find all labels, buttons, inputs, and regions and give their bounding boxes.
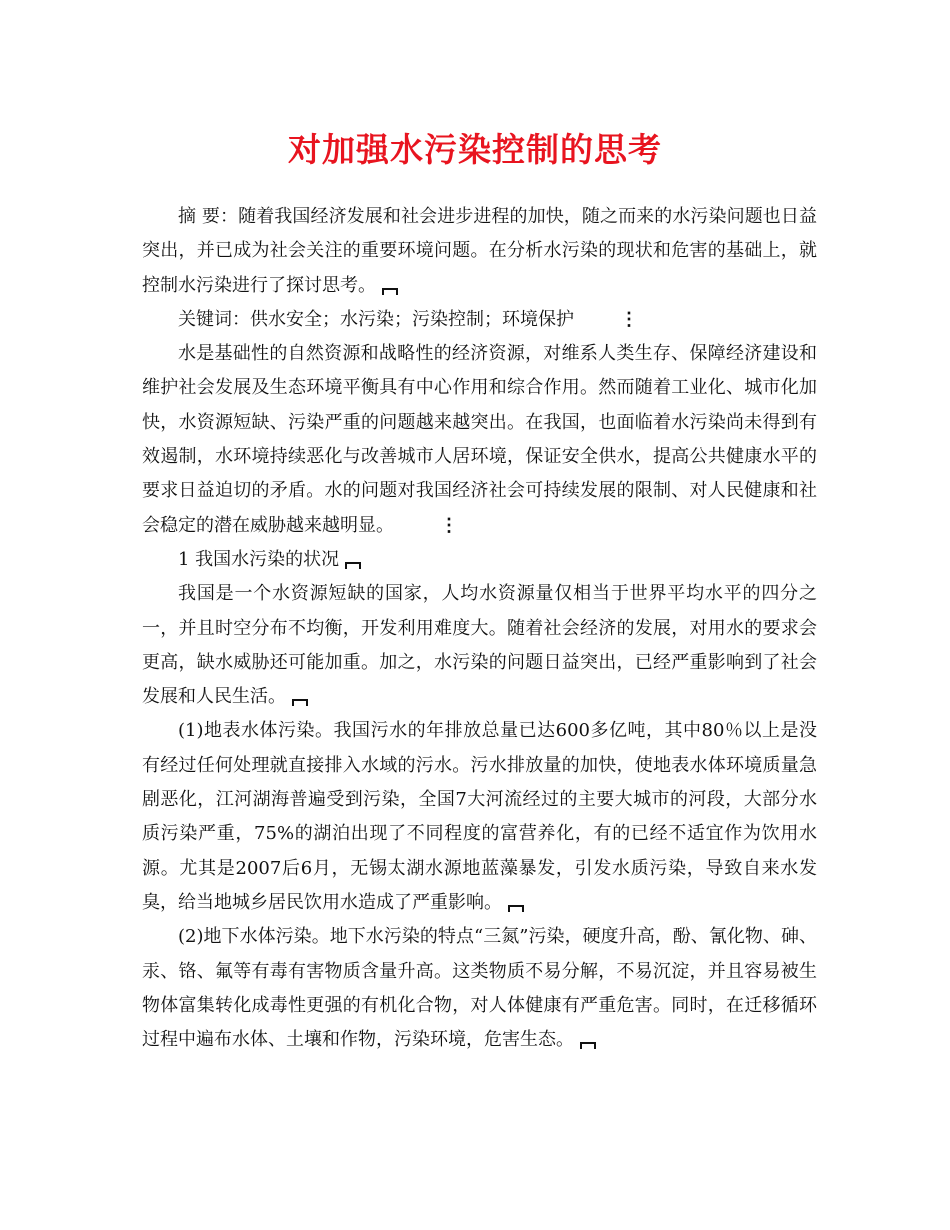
dotted-end-mark: ⋮: [440, 514, 458, 536]
keywords-paragraph: [142, 303, 817, 337]
section-heading-text: 1 我国水污染的状况: [178, 548, 340, 570]
dotted-end-mark: ⋮: [620, 308, 638, 330]
section-text: 我国是一个水资源短缺的国家，人均水资源量仅相当于世界平均水平的四分之一，并且时空分布不均衡，开发利用难度大。随着社会经济的发展，对用水的要求会更高，缺水威胁还可能加重。加之，水污染的问题日益突出，已经严重影响到了社会发展和人民生活。: [142, 583, 817, 708]
intro-paragraph: [142, 337, 817, 543]
surface-water-paragraph: [142, 714, 817, 920]
abstract-text: 摘 要：随着我国经济发展和社会进步进程的加快，随之而来的水污染问题也日益突出，并已成为社会关注的重要环境问题。在分析水污染的现状和危害的基础上，就控制水污染进行了探讨思考。: [142, 206, 817, 296]
keywords-text: 关键词：供水安全；水污染；污染控制；环境保护: [178, 308, 574, 330]
document-title: 对加强水污染控制的思考: [288, 130, 662, 169]
section-paragraph: [142, 577, 817, 714]
paragraph-end-mark: [580, 1042, 596, 1049]
paragraph-end-mark: [382, 288, 398, 295]
groundwater-text: (2)地下水体污染。地下水污染的特点“三氮”污染，硬度升高，酚、氰化物、砷、汞、铬、氟等有毒有害物质含量升高。这类物质不易分解，不易沉淀，并且容易被生物体富集转化成毒性更强的有机化合物，对人体健康有严重危害。同时，在迁移循环过程中遍布水体、土壤和作物，污染环境，危害生态。: [142, 926, 817, 1051]
intro-text: 水是基础性的自然资源和战略性的经济资源，对维系人类生存、保障经济建设和维护社会发展及生态环境平衡具有中心作用和综合作用。然而随着工业化、城市化加快，水资源短缺、污染严重的问题越来越突出。在我国，也面临着水污染尚未得到有效遏制，水环境持续恶化与改善城市人居环境，保证安全供水，提高公共健康水平的要求日益迫切的矛盾。水的问题对我国经济社会可持续发展的限制、对人民健康和社会稳定的潜在威胁越来越明显。: [142, 343, 817, 536]
section-heading: [142, 543, 817, 577]
paragraph-end-mark: [345, 562, 361, 569]
abstract-paragraph: [142, 200, 817, 303]
paragraph-end-mark: [292, 699, 308, 706]
groundwater-paragraph: [142, 920, 817, 1057]
paragraph-end-mark: [508, 905, 524, 912]
surface-water-text: (1)地表水体污染。我国污水的年排放总量已达600多亿吨，其中80％以上是没有经过任何处理就直接排入水域的污水。污水排放量的加快，使地表水体环境质量急剧恶化，江河湖海普遍受到污染，全国7大河流经过的主要大城市的河段，大部分水质污染严重，75%的湖泊出现了不同程度的富营养化，有的已经不适宜作为饮用水源。尤其是2007后6月，无锡太湖水源地蓝藻暴发，引发水质污染，导致自来水发臭，给当地城乡居民饮用水造成了严重影响。: [142, 720, 817, 913]
document-body: [142, 200, 817, 1057]
